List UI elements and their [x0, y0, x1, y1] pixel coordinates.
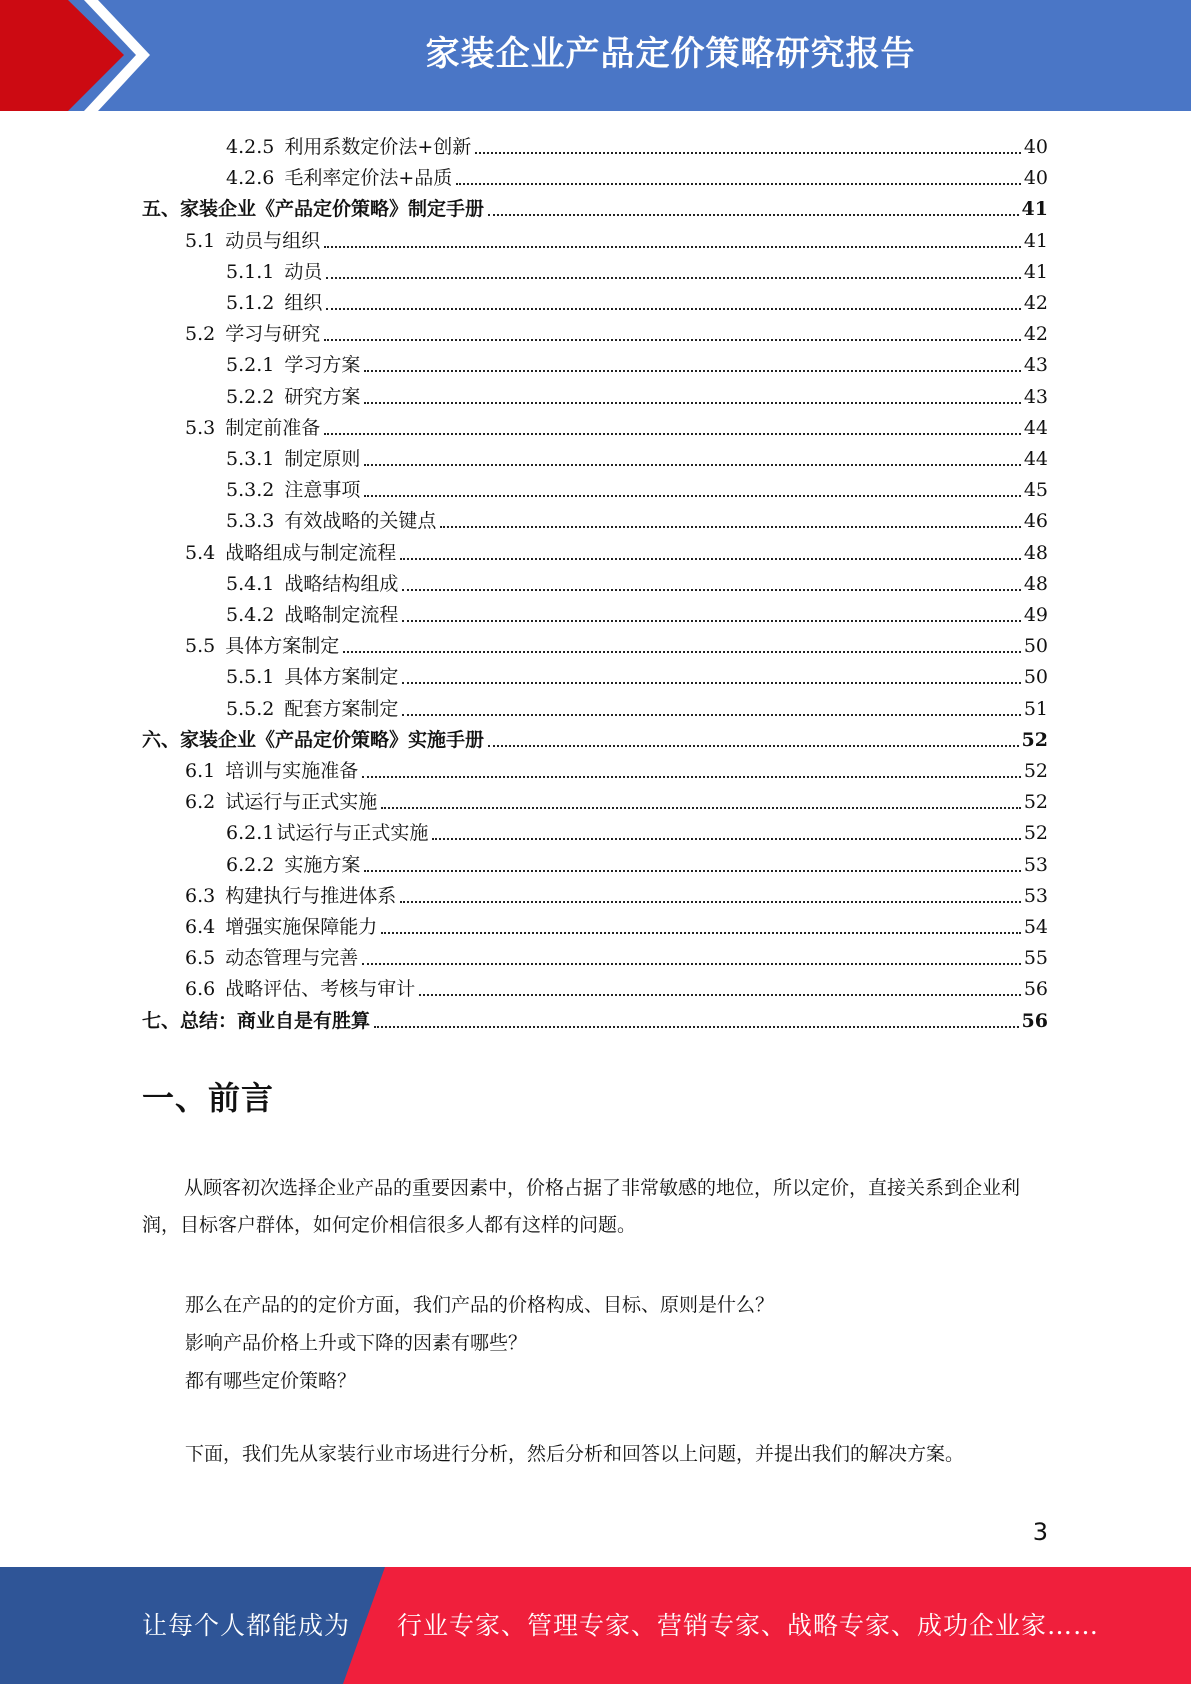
page-footer	[0, 1567, 1191, 1684]
closing-paragraph: 下面，我们先从家装行业市场进行分析，然后分析和回答以上问题，并提出我们的解决方案。	[185, 1443, 965, 1465]
toc-entry-number: 6.2	[185, 791, 216, 814]
toc-dot-leader	[381, 932, 1021, 934]
toc-entry[interactable]	[226, 284, 1048, 315]
toc-entry-label: 利用系数定价法+创新	[284, 136, 472, 158]
toc-dot-leader	[362, 776, 1021, 778]
toc-dot-leader	[402, 589, 1020, 591]
toc-entry-page: 50	[1023, 635, 1048, 658]
page-number: 3	[1032, 1518, 1048, 1546]
toc-entry-page: 55	[1023, 947, 1048, 970]
toc-entry-number: 6.3	[185, 884, 216, 907]
toc-entry[interactable]	[226, 346, 1048, 377]
toc-entry[interactable]	[226, 440, 1048, 471]
toc-entry-label: 配套方案制定	[284, 697, 399, 720]
toc-entry-label: 动员与组织	[225, 229, 321, 252]
toc-dot-leader	[364, 370, 1020, 372]
toc-entry-number: 6.6	[185, 978, 216, 1001]
toc-entry-number: 6.5	[185, 947, 216, 970]
toc-entry-page: 44	[1023, 448, 1048, 470]
toc-entry[interactable]	[226, 814, 1048, 845]
toc-entry[interactable]	[226, 596, 1048, 627]
toc-entry-label: 具体方案制定	[284, 666, 399, 689]
toc-entry-label: 注意事项	[284, 479, 361, 502]
toc-entry-page: 56	[1021, 1009, 1048, 1032]
toc-dot-leader	[419, 994, 1021, 996]
toc-entry-label: 战略评估、考核与审计	[225, 978, 416, 1001]
toc-entry[interactable]	[142, 721, 1048, 752]
toc-dot-leader	[400, 901, 1021, 903]
question-line: 那么在产品的的定价方面，我们产品的价格构成、目标、原则是什么？	[185, 1294, 775, 1316]
toc-entry[interactable]	[185, 908, 1048, 939]
toc-entry-page: 52	[1023, 791, 1048, 814]
toc-entry[interactable]	[185, 970, 1048, 1001]
toc-dot-leader	[364, 402, 1020, 404]
toc-entry[interactable]	[142, 1002, 1048, 1033]
toc-dot-leader	[432, 838, 1020, 840]
toc-entry-number: 5.5.2	[226, 697, 275, 720]
toc-entry[interactable]	[185, 409, 1048, 440]
toc-dot-leader	[364, 495, 1020, 497]
toc-entry-label: 毛利率定价法+品质	[284, 167, 453, 190]
toc-entry-number: 4.2.5	[226, 136, 275, 158]
toc-dot-leader	[381, 807, 1021, 809]
toc-entry-page: 48	[1023, 541, 1048, 564]
toc-entry-label: 动员	[284, 260, 323, 283]
toc-entry-label: 培训与实施准备	[225, 760, 359, 782]
toc-entry-page: 56	[1023, 978, 1048, 1001]
toc-entry[interactable]	[226, 128, 1048, 159]
header-arrow-decoration	[0, 0, 160, 111]
page-header	[0, 0, 1191, 111]
toc-entry[interactable]	[185, 939, 1048, 970]
intro-paragraph: 从顾客初次选择企业产品的重要因素中，价格占据了非常敏感的地位，所以定价，直接关系到企业利润，目标客户群体，如何定价相信很多人都有这样的问题。	[142, 1177, 1021, 1236]
toc-entry-page: 40	[1023, 136, 1048, 158]
toc-entry-number: 5.2.2	[226, 385, 275, 408]
toc-entry-page: 41	[1023, 229, 1048, 252]
toc-dot-leader	[488, 214, 1019, 216]
toc-entry-label: 实施方案	[284, 853, 361, 876]
toc-entry-page: 40	[1023, 167, 1048, 190]
toc-entry-page: 53	[1023, 884, 1048, 907]
toc-dot-leader	[364, 870, 1020, 872]
toc-entry-page: 51	[1023, 697, 1048, 720]
toc-entry-label: 制定原则	[284, 448, 361, 470]
toc-entry[interactable]	[185, 783, 1048, 814]
toc-entry-number: 4.2.6	[226, 167, 275, 190]
toc-entry-page: 45	[1023, 479, 1048, 502]
toc-dot-leader	[326, 277, 1020, 279]
toc-entry[interactable]	[142, 190, 1048, 221]
toc-entry-number: 5.5	[185, 635, 216, 658]
toc-dot-leader	[488, 745, 1019, 747]
toc-dot-leader	[343, 651, 1021, 653]
toc-entry-page: 42	[1023, 292, 1048, 314]
toc-entry[interactable]	[226, 378, 1048, 409]
toc-entry-number: 6.4	[185, 916, 216, 938]
toc-entry[interactable]	[226, 471, 1048, 502]
toc-dot-leader	[402, 714, 1020, 716]
toc-dot-leader	[324, 433, 1021, 435]
question-line: 影响产品价格上升或下降的因素有哪些？	[185, 1332, 528, 1354]
section-title: 一、前言	[142, 1079, 275, 1117]
toc-entry-number: 6.2.1	[226, 822, 275, 845]
toc-entry-page: 48	[1023, 572, 1048, 595]
toc-dot-leader	[440, 526, 1020, 528]
toc-entry-page: 44	[1023, 416, 1048, 439]
toc-entry-number: 6.2.2	[226, 853, 275, 876]
header-title: 家装企业产品定价策略研究报告	[425, 34, 916, 74]
toc-entry-number: 5.4	[185, 541, 216, 564]
toc-entry-page: 53	[1023, 853, 1048, 876]
footer-slogan-right: 行业专家、管理专家、营销专家、战略专家、成功企业家……	[397, 1611, 1100, 1640]
toc-entry-page: 52	[1023, 760, 1048, 782]
toc-entry-label: 战略组成与制定流程	[225, 541, 397, 564]
toc-entry[interactable]	[226, 159, 1048, 190]
toc-entry-label: 学习方案	[284, 354, 361, 377]
toc-entry-page: 41	[1023, 260, 1048, 283]
toc-entry-number: 5.5.1	[226, 666, 275, 689]
toc-entry-number: 5.1	[185, 229, 216, 252]
toc-entry[interactable]	[226, 565, 1048, 596]
toc-entry[interactable]	[226, 253, 1048, 284]
toc-entry-number: 5.2	[185, 323, 216, 346]
toc-entry-number: 5.4.2	[226, 604, 275, 626]
toc-entry-label: 六、家装企业《产品定价策略》实施手册	[142, 728, 485, 751]
toc-entry-number: 5.2.1	[226, 354, 275, 377]
toc-entry-number: 5.1.2	[226, 292, 275, 314]
toc-dot-leader	[402, 682, 1020, 684]
toc-entry[interactable]	[226, 846, 1048, 877]
toc-dot-leader	[400, 558, 1021, 560]
toc-entry-page: 50	[1023, 666, 1048, 689]
toc-entry-number: 5.3	[185, 416, 216, 439]
toc-entry-label: 试运行与正式实施	[276, 822, 429, 845]
toc-dot-leader	[475, 152, 1021, 154]
toc-entry-page: 49	[1023, 604, 1048, 626]
toc-entry[interactable]	[226, 690, 1048, 721]
question-line: 都有哪些定价策略？	[185, 1370, 357, 1392]
toc-entry-label: 研究方案	[284, 385, 361, 408]
toc-dot-leader	[326, 308, 1020, 310]
toc-entry-page: 54	[1023, 916, 1048, 938]
toc-entry-number: 6.1	[185, 760, 216, 782]
toc-entry-label: 动态管理与完善	[225, 947, 359, 970]
toc-entry-label: 学习与研究	[225, 323, 321, 346]
toc-entry-number: 5.1.1	[226, 260, 275, 283]
toc-entry[interactable]	[226, 502, 1048, 533]
toc-dot-leader	[324, 339, 1021, 341]
toc-entry-label: 增强实施保障能力	[225, 916, 378, 938]
toc-dot-leader	[364, 464, 1020, 466]
toc-entry-page: 43	[1023, 354, 1048, 377]
toc-entry-label: 制定前准备	[225, 416, 321, 439]
toc-dot-leader	[324, 246, 1021, 248]
toc-dot-leader	[402, 620, 1020, 622]
toc-entry-page: 42	[1023, 323, 1048, 346]
toc-entry-page: 52	[1021, 728, 1048, 751]
toc-entry-number: 5.4.1	[226, 572, 275, 595]
toc-entry[interactable]	[185, 534, 1048, 565]
toc-entry-page: 43	[1023, 385, 1048, 408]
toc-entry-label: 战略结构组成	[284, 572, 399, 595]
toc-entry-number: 5.3.3	[226, 510, 275, 533]
toc-dot-leader	[374, 1026, 1019, 1028]
toc-entry-page: 41	[1021, 198, 1048, 221]
toc-entry[interactable]	[185, 752, 1048, 783]
toc-entry-label: 战略制定流程	[284, 604, 399, 626]
toc-entry-label: 有效战略的关键点	[284, 510, 437, 533]
toc-entry-label: 组织	[284, 292, 323, 314]
toc-dot-leader	[456, 183, 1021, 185]
toc-entry[interactable]	[185, 222, 1048, 253]
toc-entry-page: 46	[1023, 510, 1048, 533]
toc-entry-label: 试运行与正式实施	[225, 791, 378, 814]
toc-entry[interactable]	[185, 315, 1048, 346]
toc-entry-label: 五、家装企业《产品定价策略》制定手册	[142, 198, 485, 221]
footer-slogan-left: 让每个人都能成为	[142, 1611, 351, 1640]
toc-entry-number: 5.3.1	[226, 448, 275, 470]
toc-entry-label: 七、总结：商业自是有胜算	[142, 1009, 371, 1032]
toc-entry[interactable]	[226, 658, 1048, 689]
toc-entry-label: 构建执行与推进体系	[225, 884, 397, 907]
toc-entry[interactable]	[185, 627, 1048, 658]
toc-dot-leader	[362, 963, 1021, 965]
toc-entry-label: 具体方案制定	[225, 635, 340, 658]
toc-entry-number: 5.3.2	[226, 479, 275, 502]
toc-entry-page: 52	[1023, 822, 1048, 845]
toc-entry[interactable]	[185, 877, 1048, 908]
